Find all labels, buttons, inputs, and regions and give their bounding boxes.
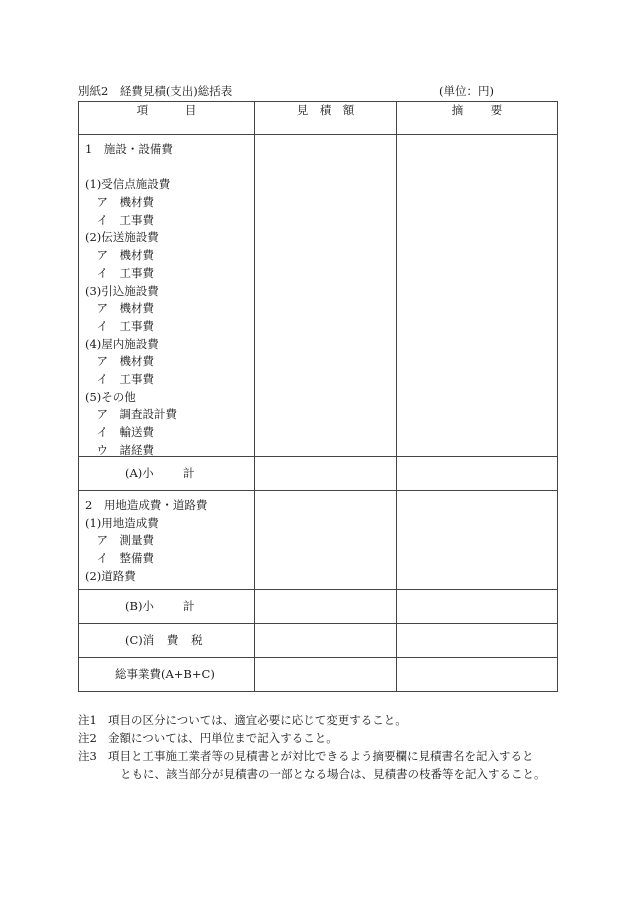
column-header-item: 項 目 [79, 102, 255, 135]
list-item: ア 機材費 [85, 301, 154, 316]
tax-summary-cell [397, 624, 558, 658]
subtotal-a-amount-cell [255, 457, 397, 491]
list-item: ア 測量費 [85, 533, 154, 548]
subtotal-b-row [79, 590, 558, 624]
section2-items-cell [79, 491, 255, 590]
column-header-amount: 見 積 額 [255, 102, 397, 135]
subtotal-b-label: (B)小 [125, 599, 154, 613]
list-item: イ 輸送費 [85, 425, 154, 439]
list-item: (2)道路費 [85, 568, 136, 583]
list-item: イ 整備費 [85, 551, 154, 566]
total-label: 総事業費(A+B+C) [115, 667, 215, 681]
tax-row [79, 624, 558, 658]
list-item: (1)用地造成費 [85, 515, 159, 530]
list-item: (4)屋内施設費 [85, 336, 159, 351]
list-item: (2)伝送施設費 [85, 230, 159, 245]
notes-section [78, 711, 568, 783]
total-label-cell [79, 658, 255, 692]
tax-label-cell: (C)消 費 税 [79, 624, 255, 658]
subtotal-b-amount-cell [255, 590, 397, 624]
section1-items-cell [79, 135, 255, 457]
note-3-continued: ともに、該当部分が見積書の一部となる場合は、見積書の枝番等を記入すること。 [120, 767, 546, 781]
note-2: 注2 金額については、円単位まで記入すること。 [78, 731, 338, 745]
list-item: ア 機材費 [85, 195, 154, 210]
list-item: (5)その他 [85, 389, 136, 404]
section1-summary-cell [397, 135, 558, 457]
subtotal-b-label-cell: (B)小 計 [79, 590, 255, 624]
subtotal-a-summary-cell [397, 457, 558, 491]
list-item: (3)引込施設費 [85, 283, 159, 298]
list-item: ア 機材費 [85, 354, 154, 369]
subtotal-a-label-cell: (A)小 計 [79, 457, 255, 491]
note-3: 注3 項目と工事施工業者等の見積書とが対比できるよう摘要欄に見積書名を記入すると [78, 749, 534, 763]
subtotal-a-row [79, 457, 558, 491]
document-header [78, 83, 556, 99]
total-row [79, 658, 558, 692]
section1-title: 1 施設・設備費 [85, 142, 173, 156]
list-item: イ 工事費 [85, 212, 154, 227]
total-amount-cell [255, 658, 397, 692]
form-title: 別紙2 経費見積(支出)総括表 [78, 84, 233, 98]
list-item: ア 機材費 [85, 248, 154, 263]
expense-estimate-table [78, 101, 558, 692]
list-item: (1)受信点施設費 [85, 177, 171, 192]
list-item: イ 工事費 [85, 265, 154, 280]
unit-label: (単位：円) [439, 84, 494, 98]
section2-row [79, 491, 558, 590]
section2-amount-cell [255, 491, 397, 590]
list-item: イ 工事費 [85, 318, 154, 333]
total-summary-cell [397, 658, 558, 692]
subtotal-b-summary-cell [397, 590, 558, 624]
subtotal-a-label: (A)小 [125, 466, 154, 480]
section2-title: 2 用地造成費・道路費 [85, 498, 208, 512]
note-1: 注1 項目の区分については、適宜必要に応じて変更すること。 [78, 713, 407, 727]
section1-amount-cell [255, 135, 397, 457]
section1-row [79, 135, 558, 457]
column-header-summary: 摘 要 [397, 102, 558, 135]
tax-amount-cell [255, 624, 397, 658]
list-item: ア 調査設計費 [85, 407, 177, 422]
list-item: イ 工事費 [85, 371, 154, 386]
section2-summary-cell [397, 491, 558, 590]
table-header-row [79, 102, 558, 135]
list-item: ウ 諸経費 [85, 442, 154, 457]
